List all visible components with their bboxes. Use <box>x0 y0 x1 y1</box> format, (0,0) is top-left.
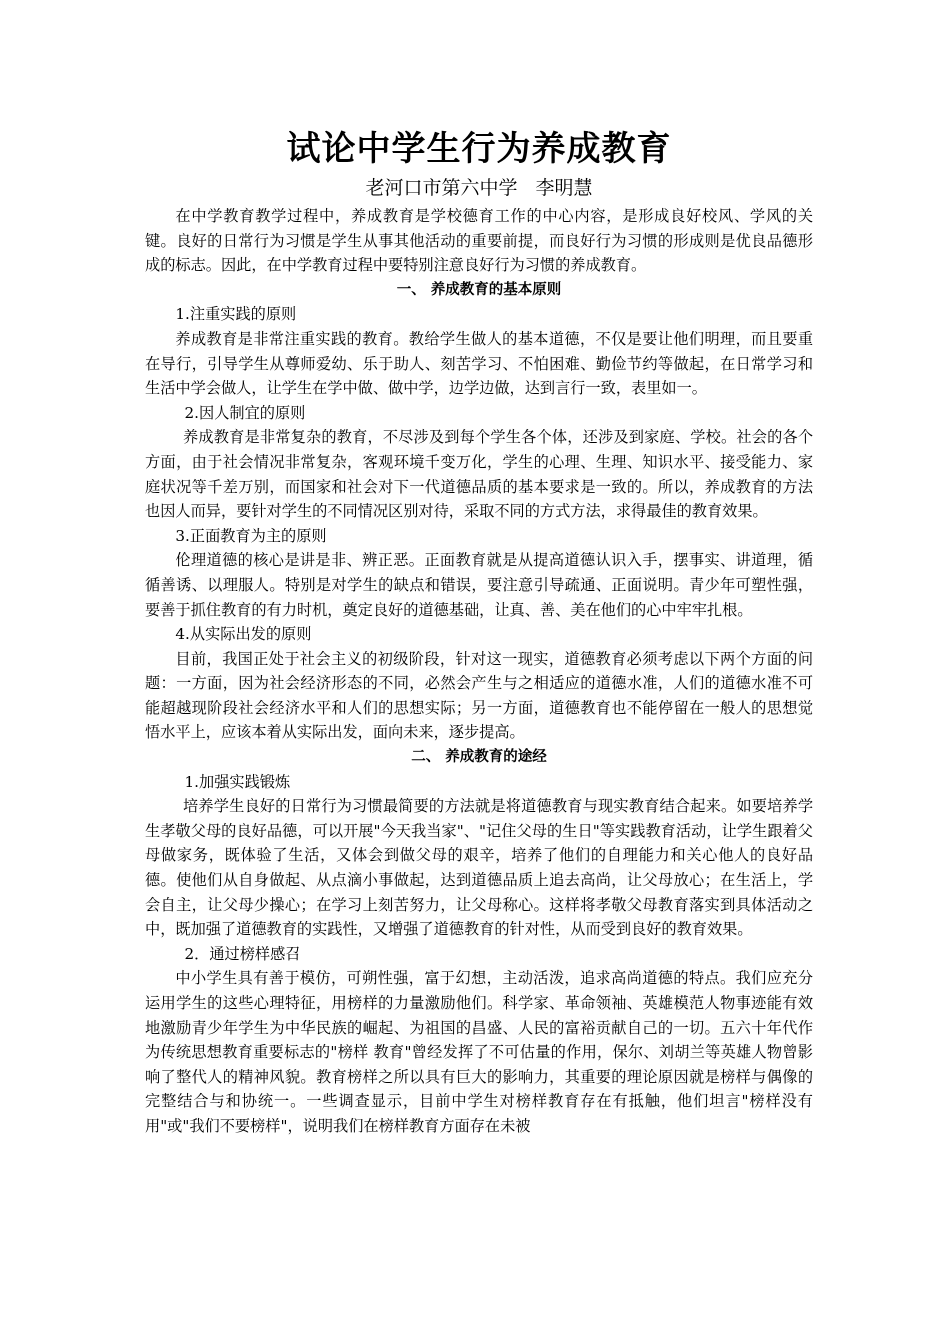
document-byline: 老河口市第六中学 李明慧 <box>365 177 593 199</box>
body-paragraph: 目前，我国正处于社会主义的初级阶段，针对这一现实，道德教育必须考虑以下两个方面的问题：一方面，因为社会经济形态的不同，必然会产生与之相适应的道德水准，人们的道德水准不可能超越现阶段社会经济水平和人们的思想实际；另一方面，道德教育也不能停留在一般人的思想觉悟水平上，应该本着从实际出发，面向未来，逐步提高。 <box>145 649 813 742</box>
body-paragraph: 中小学生具有善于模仿，可朔性强，富于幻想，主动活泼，追求高尚道德的特点。我们应充分运用学生的这些心理特征，用榜样的力量激励他们。科学家、革命领袖、英雄模范人物事迹能有效地激励青少年学生为中华民族的崛起、为祖国的昌盛、人民的富裕贡献自己的一切。五六十年代作为传统思想教育重要标志的"榜样 教育"曾经发挥了不可估量的作用，保尔、刘胡兰等英雄人物曾影响了整代人的精神风貌。教育榜样之所以具有巨大的影响力，其重要的理论原因就是榜样与偶像的完整结合与和协统一。一些调查显示，目前中学生对榜样教育存在有抵触，他们坦言"榜样没有用"或"我们不要榜样"，说明我们在榜样教育方面存在未被 <box>145 969 813 1135</box>
body-paragraph: 养成教育是非常注重实践的教育。教给学生做人的基本道德，不仅是要让他们明理，而且要重在导行，引导学生从尊师爱幼、乐于助人、刻苦学习、不怕困难、勤俭节约等做起，在日常学习和生活中学会做人，让学生在学中做、做中学，边学边做，达到言行一致，表里如一。 <box>145 329 813 398</box>
subsection-label: 1.注重实践的原则 <box>175 305 297 324</box>
document-page <box>145 128 813 1139</box>
subsection-label: 1.加强实践锻炼 <box>184 772 291 791</box>
subsection-label: 2．通过榜样感召 <box>184 944 301 963</box>
document-title: 试论中学生行为养成教育 <box>286 129 672 169</box>
body-paragraph: 伦理道德的核心是讲是非、辨正恶。正面教育就是从提高道德认识入手，摆事实、讲道理，循循善诱、以理服人。特别是对学生的缺点和错误，要注意引导疏通、正面说明。青少年可塑性强，要善于抓住教育的有力时机，奠定良好的道德基础，让真、善、美在他们的心中牢牢扎根。 <box>145 551 813 619</box>
body-paragraph: 培养学生良好的日常行为习惯最简要的方法就是将道德教育与现实教育结合起来。如要培养学生孝敬父母的良好品德，可以开展"今天我当家"、"记住父母的生日"等实践教育活动，让学生跟着父母做家务，既体验了生活，又体会到做父母的艰辛，培养了他们的自理能力和关心他人的良好品德。使他们从自身做起、从点滴小事做起，达到道德品质上追去高尚，让父母放心；在生活上，学会自主，让父母少操心；在学习上刻苦努力，让父母称心。这样将孝敬父母教育落实到具体活动之中，既加强了道德教育的实践性，又增强了道德教育的针对性，从而受到良好的教育效果。 <box>145 797 813 939</box>
subsection-label: 4.从实际出发的原则 <box>175 625 312 644</box>
section-heading: 二、 养成教育的途经 <box>411 749 547 766</box>
intro-paragraph: 在中学教育教学过程中，养成教育是学校德育工作的中心内容，是形成良好校风、学风的关键。良好的日常行为习惯是学生从事其他活动的重要前提，而良好行为习惯的形成则是优良品德形成的标志。因此，在中学教育过程中要特别注意良好行为习惯的养成教育。 <box>145 207 813 275</box>
subsection-label: 2.因人制宜的原则 <box>184 403 306 422</box>
section-heading: 一、 养成教育的基本原则 <box>396 281 562 298</box>
body-paragraph: 养成教育是非常复杂的教育，不尽涉及到每个学生各个体，还涉及到家庭、学校。社会的各个方面，由于社会情况非常复杂，客观环境千变万化，学生的心理、生理、知识水平、接受能力、家庭状况等千差万别，而国家和社会对下一代道德品质的基本要求是一致的。所以，养成教育的方法也因人而异，要针对学生的不同情况区别对待，采取不同的方式方法，求得最佳的教育效果。 <box>145 428 813 521</box>
subsection-label: 3.正面教育为主的原则 <box>175 526 327 545</box>
